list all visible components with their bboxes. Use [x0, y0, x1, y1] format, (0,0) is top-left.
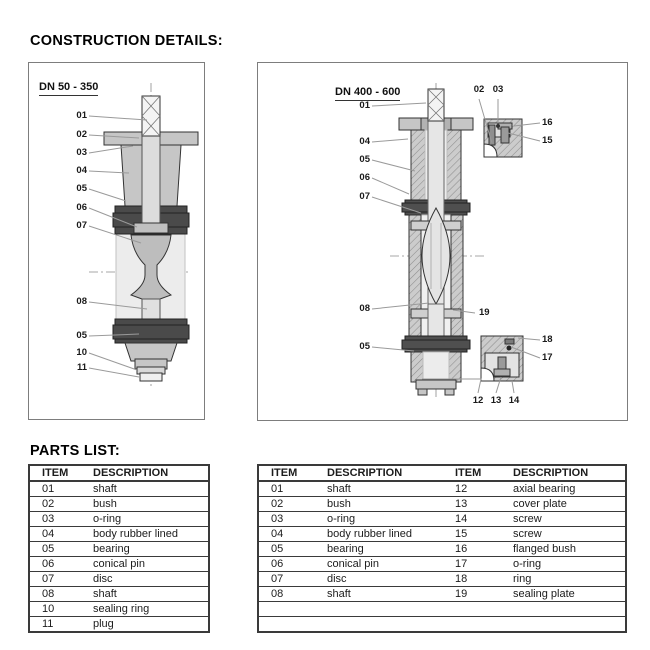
callout-08: 08: [359, 303, 370, 314]
column-header: ITEM: [29, 465, 81, 481]
diagram-dn400-600: [257, 62, 628, 421]
callout-03: 03: [76, 147, 87, 158]
table-cell: plug: [81, 617, 209, 633]
valve-cross-section: [104, 96, 198, 381]
table-cell: 03: [29, 512, 81, 527]
table-cell: disc: [81, 572, 209, 587]
table-cell: 07: [29, 572, 81, 587]
table-row: [258, 542, 626, 557]
callout-06: 06: [359, 172, 370, 183]
valve-drawing-dn50-350: [29, 63, 204, 419]
table-row: [258, 602, 626, 617]
table-cell: shaft: [81, 587, 209, 602]
table-cell: 06: [258, 557, 315, 572]
table-cell: bush: [81, 497, 209, 512]
table-row: [29, 602, 209, 617]
table-row: [29, 572, 209, 587]
table-row: [258, 587, 626, 602]
table-row: [29, 557, 209, 572]
table-cell: bearing: [315, 542, 443, 557]
table-row: [29, 542, 209, 557]
column-header: ITEM: [258, 465, 315, 481]
table-cell: shaft: [315, 481, 443, 497]
table-row: [29, 617, 209, 633]
callout-05: 05: [359, 154, 370, 165]
callout-02: 02: [473, 84, 485, 95]
table-cell: o-ring: [315, 512, 443, 527]
callout-07: 07: [359, 191, 370, 202]
table-cell: ring: [501, 572, 626, 587]
table-cell: bush: [315, 497, 443, 512]
table-row: [258, 617, 626, 633]
dn-range-label: DN 50 - 350: [39, 81, 98, 96]
table-cell: body rubber lined: [315, 527, 443, 542]
table-cell: 01: [29, 481, 81, 497]
construction-details-title: CONSTRUCTION DETAILS:: [30, 33, 223, 49]
callout-10: 10: [76, 347, 87, 358]
table-cell: screw: [501, 512, 626, 527]
table-cell: flanged bush: [501, 542, 626, 557]
detail-inset-top: [484, 119, 522, 157]
table-cell: 04: [258, 527, 315, 542]
parts-table-left-section: [28, 464, 210, 633]
table-cell: o-ring: [501, 557, 626, 572]
table-cell: bearing: [81, 542, 209, 557]
table-cell: o-ring: [81, 512, 209, 527]
table-row: [258, 481, 626, 497]
table-cell: [501, 602, 626, 617]
column-header: DESCRIPTION: [81, 465, 209, 481]
table-cell: conical pin: [81, 557, 209, 572]
table-cell: 11: [29, 617, 81, 633]
callout-04: 04: [359, 136, 370, 147]
table-cell: conical pin: [315, 557, 443, 572]
table-cell: [315, 602, 443, 617]
table-row: [29, 587, 209, 602]
callout-13: 13: [490, 395, 502, 406]
callout-07: 07: [76, 220, 87, 231]
table-cell: [501, 617, 626, 633]
callout-15: 15: [542, 135, 553, 146]
table-cell: 12: [443, 481, 501, 497]
table-cell: 19: [443, 587, 501, 602]
callout-03: 03: [492, 84, 504, 95]
callout-14: 14: [508, 395, 520, 406]
table-row: [29, 527, 209, 542]
column-header: DESCRIPTION: [501, 465, 626, 481]
parts-table-right-section: [257, 464, 627, 633]
table-row: [258, 557, 626, 572]
table-row: [258, 527, 626, 542]
table-cell: 14: [443, 512, 501, 527]
table-cell: shaft: [81, 481, 209, 497]
callout-05b: 05: [359, 341, 370, 352]
table-cell: shaft: [315, 587, 443, 602]
callout-05: 05: [76, 183, 87, 194]
callout-05b: 05: [76, 330, 87, 341]
table-cell: sealing ring: [81, 602, 209, 617]
table-cell: disc: [315, 572, 443, 587]
table-cell: 15: [443, 527, 501, 542]
table-header-row: [29, 465, 209, 481]
table-cell: 13: [443, 497, 501, 512]
parts-list-title: PARTS LIST:: [30, 443, 121, 459]
parts-table-left: [28, 464, 210, 633]
callout-01: 01: [359, 100, 370, 111]
table-header-row: [258, 465, 626, 481]
table-cell: 05: [258, 542, 315, 557]
table-cell: [443, 602, 501, 617]
table-row: [258, 497, 626, 512]
callout-02: 02: [76, 129, 87, 140]
table-cell: 06: [29, 557, 81, 572]
table-row: [29, 481, 209, 497]
table-cell: 17: [443, 557, 501, 572]
callout-18: 18: [542, 334, 553, 345]
column-header: ITEM: [443, 465, 501, 481]
table-row: [29, 512, 209, 527]
callout-01: 01: [76, 110, 87, 121]
table-cell: 10: [29, 602, 81, 617]
table-cell: axial bearing: [501, 481, 626, 497]
callout-16: 16: [542, 117, 553, 128]
callout-17: 17: [542, 352, 553, 363]
table-row: [29, 497, 209, 512]
callout-19: 19: [479, 307, 490, 318]
diagram-dn50-350: [28, 62, 205, 420]
table-cell: 04: [29, 527, 81, 542]
dn-range-label: DN 400 - 600: [335, 86, 400, 101]
table-cell: 01: [258, 481, 315, 497]
table-row: [258, 572, 626, 587]
callout-11: 11: [76, 362, 87, 373]
table-cell: 07: [258, 572, 315, 587]
table-cell: 18: [443, 572, 501, 587]
callout-12: 12: [472, 395, 484, 406]
valve-drawing-dn400-600: [258, 63, 627, 420]
table-cell: sealing plate: [501, 587, 626, 602]
callout-06: 06: [76, 202, 87, 213]
valve-cross-section: [399, 89, 473, 395]
table-cell: cover plate: [501, 497, 626, 512]
column-header: DESCRIPTION: [315, 465, 443, 481]
table-cell: 08: [258, 587, 315, 602]
table-cell: [258, 617, 315, 633]
table-cell: 03: [258, 512, 315, 527]
table-cell: [258, 602, 315, 617]
table-cell: 05: [29, 542, 81, 557]
table-cell: 02: [29, 497, 81, 512]
callout-04: 04: [76, 165, 87, 176]
table-cell: 08: [29, 587, 81, 602]
table-cell: [443, 617, 501, 633]
callout-08: 08: [76, 296, 87, 307]
table-cell: screw: [501, 527, 626, 542]
table-cell: [315, 617, 443, 633]
detail-inset-bottom: [481, 336, 523, 381]
parts-table-right: [257, 464, 627, 633]
table-cell: 02: [258, 497, 315, 512]
table-cell: 16: [443, 542, 501, 557]
table-row: [258, 512, 626, 527]
table-cell: body rubber lined: [81, 527, 209, 542]
